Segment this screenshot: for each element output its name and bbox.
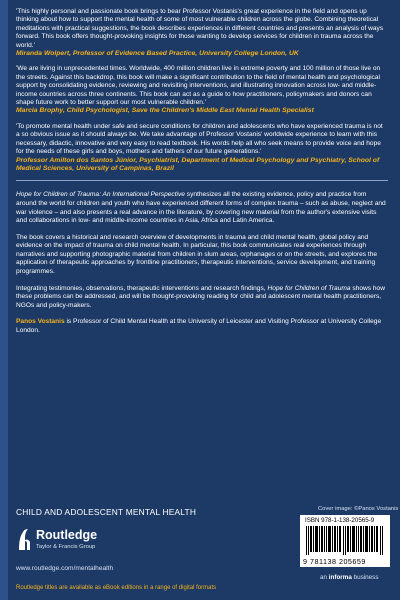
quote-text: 'This highly personal and passionate book brings to bear Professor Vostanis's great experience in the field and opens up thinking about how to support the mental health of some of most vulnerable children across the globe. Combining theoretical meditations with practical suggestions, the book describes experiences in different countries and presents an analysis of ways forward. This book offers thought-provoking insights for those wanting to develop services for children in trauma across the world.' [16, 8, 384, 49]
quote-text: 'To promote mental health under safe and secure conditions for children and adolescents who have experienced trauma is not a so obvious issue as it should always be. We take advantage of Professor Vostanis' worldwide experience to learn with this necessary, didactic, innovative and very easy to read textbook. His words help all who seek means to provide voice and hope for the needs of these girls and boys, mothers and fathers of our future generations.' [16, 122, 383, 156]
isbn-label: ISBN 978-1-138-20565-9 [305, 517, 375, 524]
publisher-tagline: Taylor & Francis Group [36, 544, 96, 550]
description-paragraph: The book covers a historical and research overview of developments in trauma and child mental health, global policy and evidence on the impact of trauma on child mental health. In particular, this book communicates real experiences through narratives and supporting photographic material from children in slum areas, orphanages or on the streets, and explores the application of therapeutic approaches by frontline practitioners, therapeutic interventions, service development, and training programmes. [16, 233, 378, 276]
book-title: Hope for Children of Trauma: An International Perspective [16, 191, 185, 199]
author-bio [16, 318, 388, 335]
author-name: Panos Vostanis [16, 318, 65, 326]
description-text: shows how these problems can be addressed, and will be thought-provoking reading for child and adolescent mental health practitioners, NGOs and policy-makers. [16, 284, 385, 309]
barcode-bars [306, 526, 384, 555]
ebook-note: Routledge titles are available as eBook editions in a range of digital formats [16, 585, 217, 591]
description-text: synthesizes all the existing evidence, policy and practice from around the world for children and youth who have experienced different forms of complex trauma – such as abuse, neglect and war violence – and also presents a real advance in the literature, by covering new material from the author's extensive visits and collaborations in low- and middle-income countries in Asia, Africa and Latin America. [16, 191, 386, 225]
book-title: Hope for Children of Trauma [267, 284, 351, 292]
informa-prefix: an [320, 574, 329, 581]
description-text: Integrating testimonies, observations, therapeutic interventions and research findings, [16, 284, 268, 292]
publisher-url[interactable]: www.routledge.com/mentalhealth [16, 565, 114, 572]
barcode-number: 9 781138 205659 [303, 557, 366, 566]
cover-text [16, 8, 388, 344]
quote-text: 'We are living in unprecedented times. Worldwide, 400 million children live in extreme poverty and 100 million of those live on the streets. Against this backdrop, this book will make a significant contribution to the field of mental health and psychological support by consolidating evidence, reviewing and revisiting interventions, and illustrating innovation across low- and middle-income countries across three continents. This book can act as a guide to how practitioners, policymakers and donors can shape future work to better support our most vulnerable children.' [16, 65, 381, 107]
series-title: CHILD AND ADOLESCENT MENTAL HEALTH [16, 507, 197, 517]
routledge-icon [16, 528, 32, 552]
quote-attribution: Marcia Brophy, Child Psychologist, Save the Children's Middle East Mental Health Specialist [16, 107, 314, 115]
divider [16, 180, 388, 181]
description-paragraph [16, 191, 388, 225]
quote-attribution: Miranda Wolpert, Professor of Evidence Based Practice, University College London, UK [16, 50, 299, 58]
informa-suffix: business [351, 574, 379, 581]
informa-name: informa [328, 574, 352, 581]
publisher-name: Routledge [36, 528, 98, 542]
description-paragraph [16, 285, 388, 311]
informa-note [320, 574, 378, 581]
cover-credit: Cover image: ©Panos Vostanis [318, 506, 399, 512]
side-band [0, 0, 8, 600]
publisher-logo [16, 528, 126, 556]
author-bio-text: is Professor of Child Mental Health at the University of Leicester and Visiting Professor at University College London. [16, 318, 382, 335]
quote-attribution: Professor Amilton dos Santos Júnior, Psychiatrist, Department of Medical Psychology and Psychiatry, School of Medical Sciences, University of Campinas, Brazil [16, 156, 380, 172]
barcode-panel [300, 515, 390, 567]
